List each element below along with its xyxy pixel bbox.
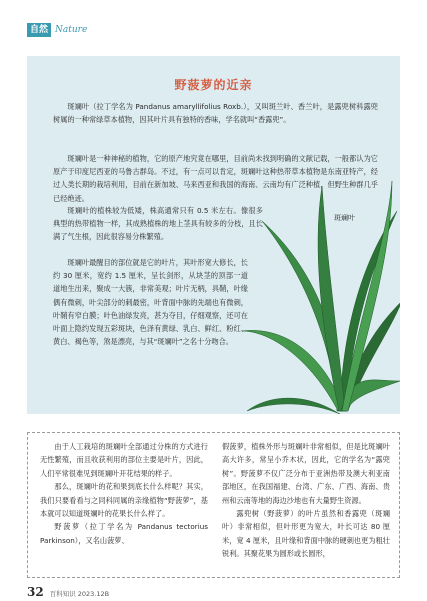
paragraph-leaves: 斑斓叶最醒目的部位就是它的叶片，其叶形宽大修长，长约 30 厘米，宽约 1.5 厘米，呈长剑形，从块茎的顶部一道道地生出来，聚成一大簇，非常美观；叶片无柄，具鞘，叶缘偶有微刺，叶尖部分的刺最密，叶背面中脉的先端也有微刺，叶鞘有窄白膜；叶色油绿发亮，甚为夺目，仔细观察，还可在叶面上隐约发现五彩斑块，色泽有黄绿、乳白、鲜红、粉红、黄白、褐色等，煞是漂亮，与其“斑斓叶”之名十分吻合。 bbox=[53, 258, 248, 347]
box-right-column bbox=[222, 440, 390, 561]
page-footer bbox=[27, 585, 109, 599]
paragraph-origin: 斑斓叶是一种神秘的植物，它的原产地究竟在哪里，目前尚未找到明确的文献记载，一般都认为它原产于印度尼西亚的马鲁古群岛。不过，有一点可以肯定，斑斓叶这种热带草本植物是东南亚特产，经过人类长期的栽培利用，目前在新加坡、马来西亚和我国的海南、云南均有广泛种植，但野生种群几乎已经绝迹。 bbox=[53, 154, 378, 203]
paragraph-intro: 斑斓叶（拉丁学名为 Pandanus amaryllifolius Roxb.），又叫斑兰叶、香兰叶，是露兜树科露兜树属的一种常绿草本植物，因其叶片具有独特的香味，学名就叫“香露兜”。 bbox=[53, 102, 378, 125]
box-paragraph-1: 由于人工栽培的斑斓叶全部通过分株的方式进行无性繁殖，而且收获利用的部位主要是叶片，因此，人们平常很难见到斑斓叶开花结果的样子。 bbox=[40, 442, 208, 478]
pandan-plant-illustration bbox=[242, 181, 400, 414]
paragraph-height: 斑斓叶的植株较为低矮，株高通常只有 0.5 米左右。像很多典型的热带植物一样，其成熟植株的地上茎具有较多的分枝，且长满了气生根，因此很容易分株繁殖。 bbox=[53, 206, 263, 242]
plant-caption: 斑斓叶 bbox=[334, 214, 355, 222]
section-label-zh: 自然 bbox=[27, 23, 51, 37]
box-paragraph-5: 露兜树（野菠萝）的叶片虽然和香露兜（斑斓叶）非常相似，但叶形更为宽大，叶长可达 80 厘米，宽 4 厘米，且叶缘和背面中脉的硬刺也更为粗壮锐利。其聚花果为圆形或长圆形， bbox=[222, 509, 390, 559]
article-title: 野菠萝的近亲 bbox=[174, 78, 253, 92]
section-label-en: Nature bbox=[55, 25, 88, 35]
section-tag bbox=[27, 23, 87, 37]
box-left-column bbox=[40, 440, 208, 547]
issue-label: 百科知识 2023.12B bbox=[49, 590, 110, 598]
box-paragraph-3: 野菠萝（拉丁学名为 Pandanus tectorius Parkinson），又名山菠萝、 bbox=[40, 522, 208, 545]
page-number: 32 bbox=[27, 585, 44, 599]
feature-panel bbox=[27, 56, 400, 414]
box-paragraph-2: 那么，斑斓叶的花和果到底长什么样呢？其实，我们只要看看与之同科同属的亲缘植物“野菠萝”，基本就可以知道斑斓叶的花果长什么样了。 bbox=[40, 482, 208, 519]
box-paragraph-4: 假菠萝，植株外形与斑斓叶非常相似，但是比斑斓叶高大许多，常呈小乔木状，因此，它的学名为“露兜树”。野菠萝不仅广泛分布于亚洲热带及澳大利亚南部地区，在我国福建、台湾、广东、广西、海南、贵州和云南等地的海边沙地也有大量野生资源。 bbox=[222, 442, 390, 505]
